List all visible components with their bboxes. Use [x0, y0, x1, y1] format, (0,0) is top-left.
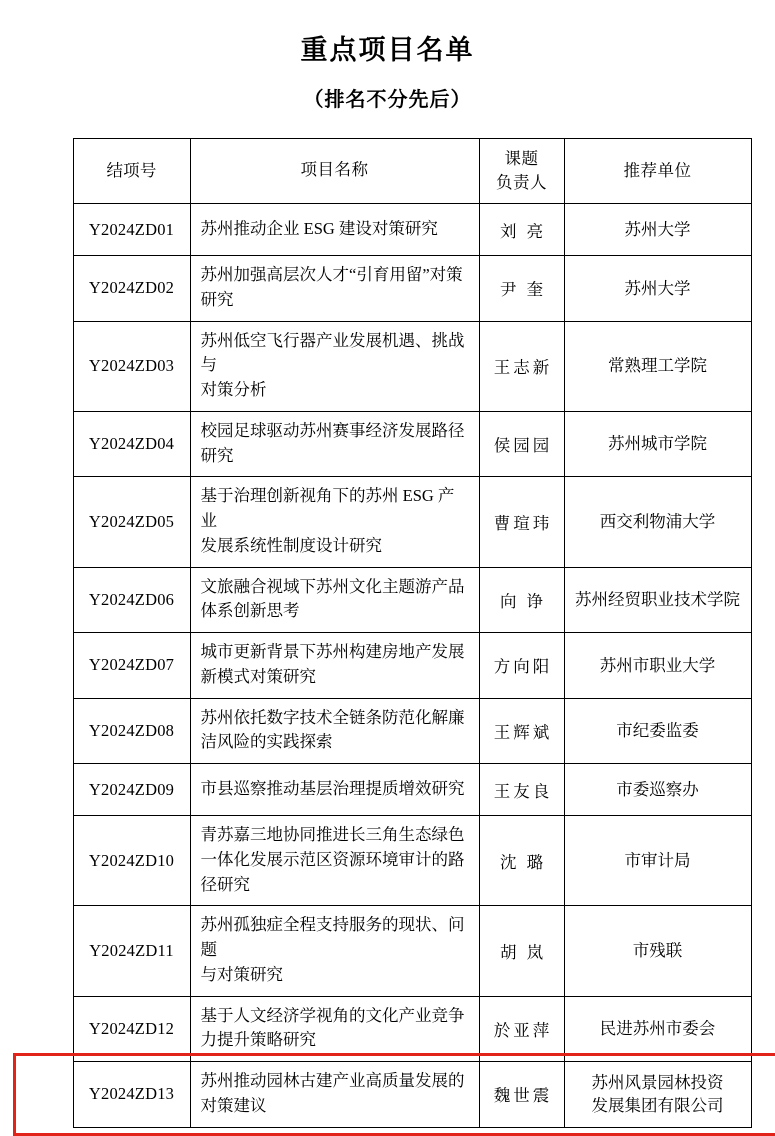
- column-header-code: 结项号: [73, 139, 190, 204]
- table-row: [73, 411, 751, 477]
- cell-code: Y2024ZD03: [73, 321, 190, 411]
- cell-unit: [564, 816, 751, 906]
- cell-unit: [564, 411, 751, 477]
- cell-code: Y2024ZD01: [73, 204, 190, 256]
- cell-project-name: [190, 477, 479, 567]
- table-row: [73, 816, 751, 906]
- table-row: [73, 698, 751, 764]
- unit-line: 苏州大学: [624, 219, 691, 239]
- cell-leader: 沈 璐: [479, 816, 564, 906]
- unit-line: 民进苏州市委会: [599, 1019, 716, 1039]
- cell-unit: [564, 1062, 751, 1128]
- page-title: 重点项目名单: [300, 35, 475, 65]
- project-name-line: 径研究: [200, 874, 250, 894]
- project-list-table-wrapper: [73, 138, 740, 1127]
- cell-project-name: [190, 906, 479, 996]
- cell-leader: 刘 亮: [479, 204, 564, 256]
- table-row: [73, 906, 751, 996]
- project-name-line: 苏州推动园林古建产业高质量发展的: [200, 1071, 465, 1091]
- project-list-table: [73, 138, 752, 1127]
- cell-leader: 向 诤: [479, 567, 564, 633]
- table-header-row: [73, 139, 751, 204]
- unit-line: 西交利物浦大学: [599, 512, 716, 532]
- table-header: [73, 139, 751, 204]
- project-name-line: 对策分析: [200, 380, 267, 400]
- cell-code: Y2024ZD12: [73, 996, 190, 1062]
- unit-line: 苏州大学: [624, 278, 691, 298]
- unit-line: 市审计局: [624, 850, 691, 870]
- project-name-line: 发展系统性制度设计研究: [200, 535, 382, 555]
- cell-leader: 方向阳: [479, 633, 564, 699]
- column-header-leader-line1: 课题: [504, 149, 539, 169]
- project-name-line: 文旅融合视域下苏州文化主题游产品: [200, 576, 465, 596]
- project-name-line: 基于人文经济学视角的文化产业竞争: [200, 1005, 465, 1025]
- table-row: [73, 204, 751, 256]
- cell-code: Y2024ZD11: [73, 906, 190, 996]
- cell-code: Y2024ZD04: [73, 411, 190, 477]
- unit-line: 市委巡察办: [616, 779, 699, 799]
- project-name-line: 与对策研究: [200, 964, 283, 984]
- cell-unit: [564, 996, 751, 1062]
- cell-project-name: [190, 321, 479, 411]
- cell-code: Y2024ZD06: [73, 567, 190, 633]
- cell-unit: [564, 567, 751, 633]
- unit-line: 市残联: [632, 941, 683, 961]
- cell-leader: 王友良: [479, 764, 564, 816]
- cell-code: Y2024ZD02: [73, 256, 190, 322]
- document-page: [0, 34, 775, 1116]
- project-name-line: 力提升策略研究: [200, 1030, 316, 1050]
- cell-code: Y2024ZD07: [73, 633, 190, 699]
- unit-line: 苏州风景园林投资: [591, 1072, 724, 1092]
- cell-code: Y2024ZD09: [73, 764, 190, 816]
- table-row: [73, 633, 751, 699]
- table-row: [73, 256, 751, 322]
- project-name-line: 校园足球驱动苏州赛事经济发展路径: [200, 420, 465, 440]
- cell-project-name: [190, 1062, 479, 1128]
- column-header-unit: 推荐单位: [564, 139, 751, 204]
- project-name-line: 体系创新思考: [200, 601, 300, 621]
- project-name-line: 市县巡察推动基层治理提质增效研究: [200, 778, 465, 798]
- unit-line: 发展集团有限公司: [591, 1096, 724, 1116]
- table-row: [73, 321, 751, 411]
- project-name-line: 一体化发展示范区资源环境审计的路: [200, 849, 465, 869]
- column-header-leader: [479, 139, 564, 204]
- project-name-line: 基于治理创新视角下的苏州 ESG 产业: [200, 486, 455, 531]
- project-name-line: 苏州推动企业 ESG 建设对策研究: [200, 218, 438, 238]
- unit-line: 市纪委监委: [616, 721, 699, 741]
- cell-code: Y2024ZD10: [73, 816, 190, 906]
- project-name-line: 苏州依托数字技术全链条防范化解廉: [200, 707, 465, 727]
- cell-unit: [564, 321, 751, 411]
- unit-line: 苏州城市学院: [608, 434, 707, 454]
- cell-unit: [564, 633, 751, 699]
- cell-unit: [564, 698, 751, 764]
- cell-project-name: [190, 816, 479, 906]
- cell-leader: 侯园园: [479, 411, 564, 477]
- project-name-line: 研究: [200, 445, 234, 465]
- cell-project-name: [190, 204, 479, 256]
- table-row: [73, 996, 751, 1062]
- column-header-project: 项目名称: [190, 139, 479, 204]
- table-row: [73, 477, 751, 567]
- project-name-line: 洁风险的实践探索: [200, 732, 333, 752]
- project-name-line: 研究: [200, 289, 234, 309]
- cell-project-name: [190, 996, 479, 1062]
- cell-project-name: [190, 698, 479, 764]
- cell-unit: [564, 204, 751, 256]
- cell-leader: 胡 岚: [479, 906, 564, 996]
- cell-unit: [564, 764, 751, 816]
- cell-unit: [564, 906, 751, 996]
- cell-unit: [564, 256, 751, 322]
- table-body: [73, 204, 751, 1128]
- unit-line: 苏州市职业大学: [599, 655, 716, 675]
- cell-leader: 於亚萍: [479, 996, 564, 1062]
- table-row: [73, 764, 751, 816]
- project-name-line: 苏州孤独症全程支持服务的现状、问题: [200, 915, 465, 960]
- project-name-line: 城市更新背景下苏州构建房地产发展: [200, 642, 465, 662]
- cell-code: Y2024ZD13: [73, 1062, 190, 1128]
- cell-project-name: [190, 256, 479, 322]
- project-name-line: 苏州低空飞行器产业发展机遇、挑战与: [200, 330, 465, 375]
- project-name-line: 对策建议: [200, 1095, 267, 1115]
- cell-project-name: [190, 411, 479, 477]
- project-name-line: 青苏嘉三地协同推进长三角生态绿色: [200, 825, 465, 845]
- cell-leader: 曹瑄玮: [479, 477, 564, 567]
- cell-code: Y2024ZD05: [73, 477, 190, 567]
- unit-line: 常熟理工学院: [608, 356, 707, 376]
- project-name-line: 新模式对策研究: [200, 666, 316, 686]
- table-row: [73, 567, 751, 633]
- cell-project-name: [190, 764, 479, 816]
- cell-code: Y2024ZD08: [73, 698, 190, 764]
- cell-unit: [564, 477, 751, 567]
- column-header-leader-line2: 负责人: [496, 173, 547, 193]
- cell-leader: 尹 奎: [479, 256, 564, 322]
- cell-project-name: [190, 633, 479, 699]
- project-name-line: 苏州加强高层次人才“引育用留”对策: [200, 265, 463, 285]
- page-subtitle: （排名不分先后）: [303, 89, 472, 112]
- cell-project-name: [190, 567, 479, 633]
- cell-leader: 王志新: [479, 321, 564, 411]
- cell-leader: 魏世震: [479, 1062, 564, 1128]
- cell-leader: 王辉斌: [479, 698, 564, 764]
- unit-line: 苏州经贸职业技术学院: [575, 590, 740, 610]
- table-row: [73, 1062, 751, 1128]
